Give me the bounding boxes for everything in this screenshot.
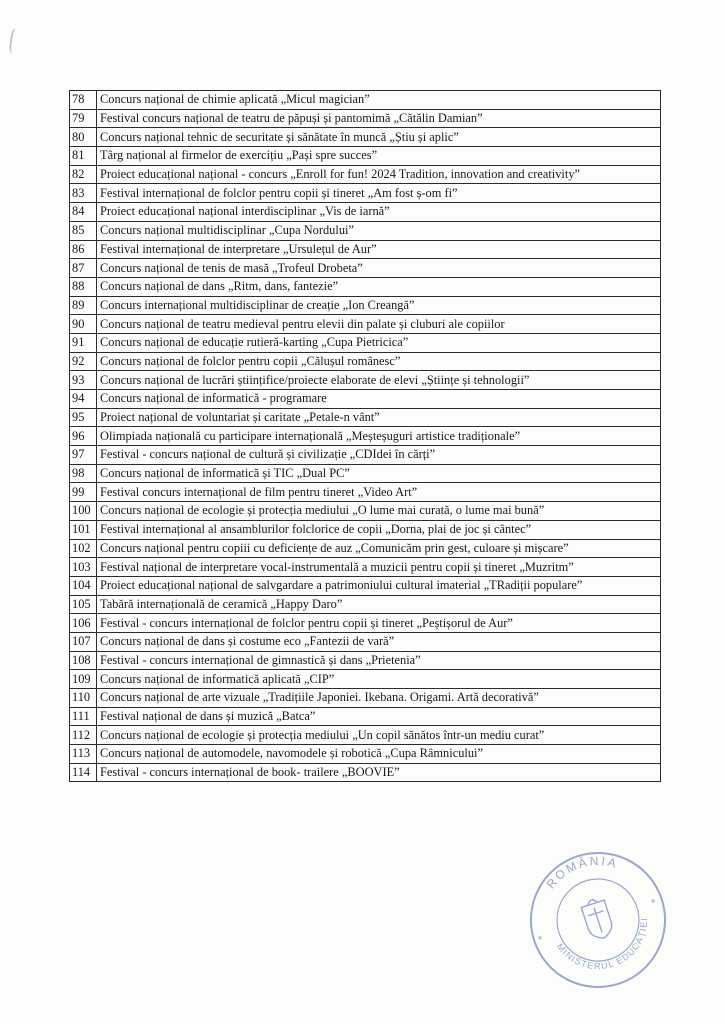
- row-number: 91: [70, 333, 97, 352]
- row-number: 94: [70, 390, 97, 409]
- table-row: [70, 240, 661, 259]
- table-row: [70, 296, 661, 315]
- table-row: [70, 539, 661, 558]
- row-text: Proiect național de voluntariat și caritate „Petale-n vânt”: [97, 408, 661, 427]
- table-row: [70, 651, 661, 670]
- table-row: [70, 520, 661, 539]
- row-number: 93: [70, 371, 97, 390]
- row-text: Festival - concurs național de cultură și civilizație „CDIdei în cărți”: [97, 446, 661, 465]
- table-row: [70, 128, 661, 147]
- row-number: 79: [70, 109, 97, 128]
- table-row: [70, 408, 661, 427]
- table-row: [70, 371, 661, 390]
- table-row: [70, 277, 661, 296]
- table-row: [70, 707, 661, 726]
- pen-mark: [8, 27, 22, 54]
- row-text: Olimpiada națională cu participare internațională „Meșteșuguri artistice tradiționale”: [97, 427, 661, 446]
- row-number: 113: [70, 745, 97, 764]
- row-number: 82: [70, 165, 97, 184]
- row-text: Festival național de dans și muzică „Batca”: [97, 707, 661, 726]
- row-number: 84: [70, 203, 97, 222]
- table-row: [70, 726, 661, 745]
- stamp-star-left: *: [536, 932, 545, 948]
- row-number: 98: [70, 464, 97, 483]
- row-number: 111: [70, 707, 97, 726]
- row-text: Concurs național de ecologie și protecția mediului „Un copil sănătos într-un mediu curat”: [97, 726, 661, 745]
- row-number: 106: [70, 614, 97, 633]
- table-row: [70, 558, 661, 577]
- row-text: Concurs național de folclor pentru copii „Călușul românesc”: [97, 352, 661, 371]
- row-number: 108: [70, 651, 97, 670]
- table-row: [70, 689, 661, 708]
- row-text: Proiect educațional național - concurs „Enroll for fun! 2024 Tradition, innovation and creativity”: [97, 165, 661, 184]
- row-number: 112: [70, 726, 97, 745]
- table-row: [70, 763, 661, 782]
- row-text: Proiect educațional național interdisciplinar „Vis de iarnă”: [97, 203, 661, 222]
- row-text: Concurs național de informatică și TIC „Dual PC”: [97, 464, 661, 483]
- table-row: [70, 315, 661, 334]
- table-row: [70, 203, 661, 222]
- table-row: [70, 221, 661, 240]
- row-number: 96: [70, 427, 97, 446]
- row-text: Concurs național de lucrări științifice/proiecte elaborate de elevi „Științe și tehnologii”: [97, 371, 661, 390]
- row-number: 104: [70, 576, 97, 595]
- row-text: Festival internațional al ansamblurilor folclorice de copii „Dorna, plai de joc și cântec”: [97, 520, 661, 539]
- row-text: Concurs național de educație rutieră-karting „Cupa Pietricica”: [97, 333, 661, 352]
- stamp-graphic: [503, 825, 692, 1014]
- row-text: Concurs național de tenis de masă „Trofeul Drobeta”: [97, 259, 661, 278]
- coat-of-arms-icon: [580, 896, 615, 941]
- row-text: Concurs național de chimie aplicată „Micul magician”: [97, 91, 661, 110]
- row-number: 81: [70, 147, 97, 166]
- table-row: [70, 502, 661, 521]
- table-row: [70, 483, 661, 502]
- row-number: 99: [70, 483, 97, 502]
- row-text: Concurs național de automodele, navomodele și robotică „Cupa Râmnicului”: [97, 745, 661, 764]
- row-text: Concurs național de teatru medieval pentru elevii din palate și cluburi ale copiilor: [97, 315, 661, 334]
- row-text: Festival internațional de folclor pentru copii și tineret „Am fost ș-om fi”: [97, 184, 661, 203]
- row-number: 105: [70, 595, 97, 614]
- row-number: 109: [70, 670, 97, 689]
- row-text: Festival concurs internațional de film pentru tineret „Video Art”: [97, 483, 661, 502]
- row-text: Târg național al firmelor de exercițiu „Pași spre succes”: [97, 147, 661, 166]
- row-number: 87: [70, 259, 97, 278]
- row-text: Concurs național de informatică aplicată „CIP”: [97, 670, 661, 689]
- row-number: 92: [70, 352, 97, 371]
- row-text: Concurs național de ecologie și protecția mediului „O lume mai curată, o lume mai bună”: [97, 502, 661, 521]
- ministry-round-stamp: [503, 825, 692, 1014]
- row-number: 107: [70, 632, 97, 651]
- table-row: [70, 614, 661, 633]
- row-number: 89: [70, 296, 97, 315]
- row-number: 100: [70, 502, 97, 521]
- row-number: 97: [70, 446, 97, 465]
- table-row: [70, 427, 661, 446]
- row-number: 103: [70, 558, 97, 577]
- row-text: Festival internațional de interpretare „Ursulețul de Aur”: [97, 240, 661, 259]
- table-row: [70, 333, 661, 352]
- row-text: Concurs național de informatică - programare: [97, 390, 661, 409]
- row-text: Festival - concurs internațional de gimnastică și dans „Prietenia”: [97, 651, 661, 670]
- table-row: [70, 446, 661, 465]
- row-number: 95: [70, 408, 97, 427]
- row-text: Festival - concurs internațional de book- trailere „BOOVIE”: [97, 763, 661, 782]
- table-row: [70, 595, 661, 614]
- contest-list-table: [69, 90, 661, 782]
- table-row: [70, 745, 661, 764]
- stamp-country-text: ROMÂNIA: [543, 853, 621, 892]
- row-text: Festival - concurs internațional de folclor pentru copii și tineret „Peștișorul de Aur”: [97, 614, 661, 633]
- table-row: [70, 352, 661, 371]
- row-number: 86: [70, 240, 97, 259]
- table-row: [70, 184, 661, 203]
- row-text: Concurs național pentru copiii cu deficiențe de auz „Comunicăm prin gest, culoare și mișcare”: [97, 539, 661, 558]
- table-row: [70, 632, 661, 651]
- row-number: 88: [70, 277, 97, 296]
- table-row: [70, 670, 661, 689]
- row-number: 83: [70, 184, 97, 203]
- row-number: 110: [70, 689, 97, 708]
- row-text: Concurs național multidisciplinar „Cupa Nordului”: [97, 221, 661, 240]
- row-text: Concurs național tehnic de securitate și sănătate în muncă „Știu și aplic”: [97, 128, 661, 147]
- row-text: Festival național de interpretare vocal-instrumentală a muzicii pentru copii și tineret „Muzritm”: [97, 558, 661, 577]
- row-number: 90: [70, 315, 97, 334]
- table-row: [70, 109, 661, 128]
- row-text: Concurs național de arte vizuale „Tradițiile Japoniei. Ikebana. Origami. Artă decorativă”: [97, 689, 661, 708]
- table-row: [70, 147, 661, 166]
- row-number: 101: [70, 520, 97, 539]
- table-row: [70, 576, 661, 595]
- contest-table-body: [70, 91, 661, 782]
- row-text: Concurs național de dans și costume eco „Fantezii de vară”: [97, 632, 661, 651]
- table-row: [70, 165, 661, 184]
- row-text: Tabără internațională de ceramică „Happy Daro”: [97, 595, 661, 614]
- stamp-ministry-text: MINISTERUL EDUCAȚIEI: [554, 917, 650, 972]
- row-text: Proiect educațional național de salvgardare a patrimoniului cultural imaterial „TRadiții populare”: [97, 576, 661, 595]
- row-text: Concurs național de dans „Ritm, dans, fantezie”: [97, 277, 661, 296]
- row-number: 102: [70, 539, 97, 558]
- table-row: [70, 259, 661, 278]
- stamp-star-right: *: [649, 895, 659, 911]
- row-text: Concurs internațional multidisciplinar de creație „Ion Creangă”: [97, 296, 661, 315]
- row-text: Festival concurs național de teatru de păpuși și pantomimă „Cătălin Damian”: [97, 109, 661, 128]
- table-row: [70, 464, 661, 483]
- row-number: 85: [70, 221, 97, 240]
- row-number: 114: [70, 763, 97, 782]
- table-row: [70, 91, 661, 110]
- row-number: 80: [70, 128, 97, 147]
- row-number: 78: [70, 91, 97, 110]
- table-row: [70, 390, 661, 409]
